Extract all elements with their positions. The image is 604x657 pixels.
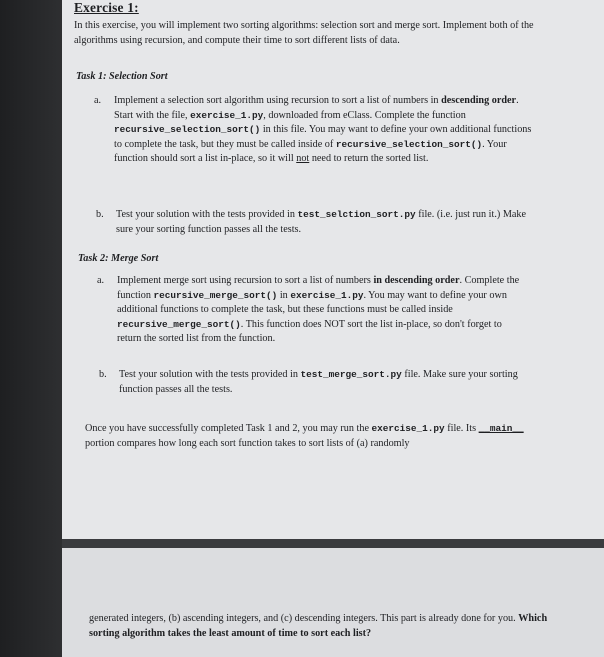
closing-continuation [89,612,549,641]
code-span: test_selction_sort.py [297,209,416,220]
text-span: Test your solution with the tests provided in [119,369,301,380]
text-span: Test your solution with the tests provided in [116,209,298,220]
text-span: in [277,289,291,301]
text-span: . Start with the file, [114,95,519,121]
bold-span: in descending order [373,275,460,286]
text-span: Once you have successfully completed Task 1 and 2, you may run the [85,423,372,434]
task2-item-a-label: a. [97,275,105,286]
code-span: __main__ [478,423,524,434]
task1-item-a [94,94,534,167]
task1-item-b-label: b. [96,209,104,220]
text-span: . You may want to define your own additional functions to complete the task, but these functions must be called inside [117,289,507,316]
code-span: exercise_1.py [371,423,445,434]
text-span: file. (i.e. just run it.) Make sure your sorting function passes all the tests. [116,209,527,235]
text-span: Implement merge sort using recursion to sort a list of numbers [117,275,374,286]
code-span: exercise_1.py [290,289,364,301]
document-page-bottom [62,548,604,657]
document-page-top [62,0,604,539]
text-span: , downloaded from eClass. Complete the function [263,109,466,121]
bold-span: descending order [441,95,517,106]
task2-item-b-label: b. [99,369,107,380]
text-span: . Complete the function [117,275,520,301]
text-span: file. Its [444,423,479,434]
code-span: recursive_selection_sort() [114,124,261,136]
task2-item-a [97,274,527,347]
text-span: in this file. You may want to define your own additional functions to complete the task, but they must be called inside of [114,124,532,150]
exercise-title: Exercise 1: [74,0,139,15]
task2-heading: Task 2: Merge Sort [78,253,159,264]
task2-item-b [99,368,539,397]
text-span: file. Make sure your sorting function passes all the tests. [119,369,518,395]
bold-span: Which sorting algorithm takes the least amount of time to sort each list? [89,613,548,639]
task1-item-b [96,208,536,237]
exercise-intro: In this exercise, you will implement two sorting algorithms: selection sort and merge sort. Implement both of the algorithms using recursion, and compute their time to sort different lists of data. [74,20,534,46]
text-span: . This function does NOT sort the list in-place, so don't forget to return the sorted list from the function. [117,318,502,345]
code-span: recursive_merge_sort() [153,289,278,301]
text-span: . Your function should sort a list in-place, so it will [114,138,507,165]
code-span: exercise_1.py [190,109,264,121]
text-span: Implement a selection sort algorithm using recursion to sort a list of numbers in [114,95,439,106]
task1-item-a-label: a. [94,95,102,106]
code-span: test_merge_sort.py [300,369,402,380]
code-span: recursive_merge_sort() [117,318,241,330]
background-left-edge [0,0,62,657]
page-divider [62,539,604,548]
text-span: portion compares how long each sort function takes to sort lists of (a) randomly [85,437,410,449]
closing-paragraph [85,422,555,451]
text-span: need to return the sorted list. [309,153,429,165]
task1-heading: Task 1: Selection Sort [76,71,168,82]
text-span: generated integers, (b) ascending integers, and (c) descending integers. This part is already done for you. [89,613,519,624]
underlined-span: not [296,153,310,165]
code-span: recursive_selection_sort() [335,138,483,150]
